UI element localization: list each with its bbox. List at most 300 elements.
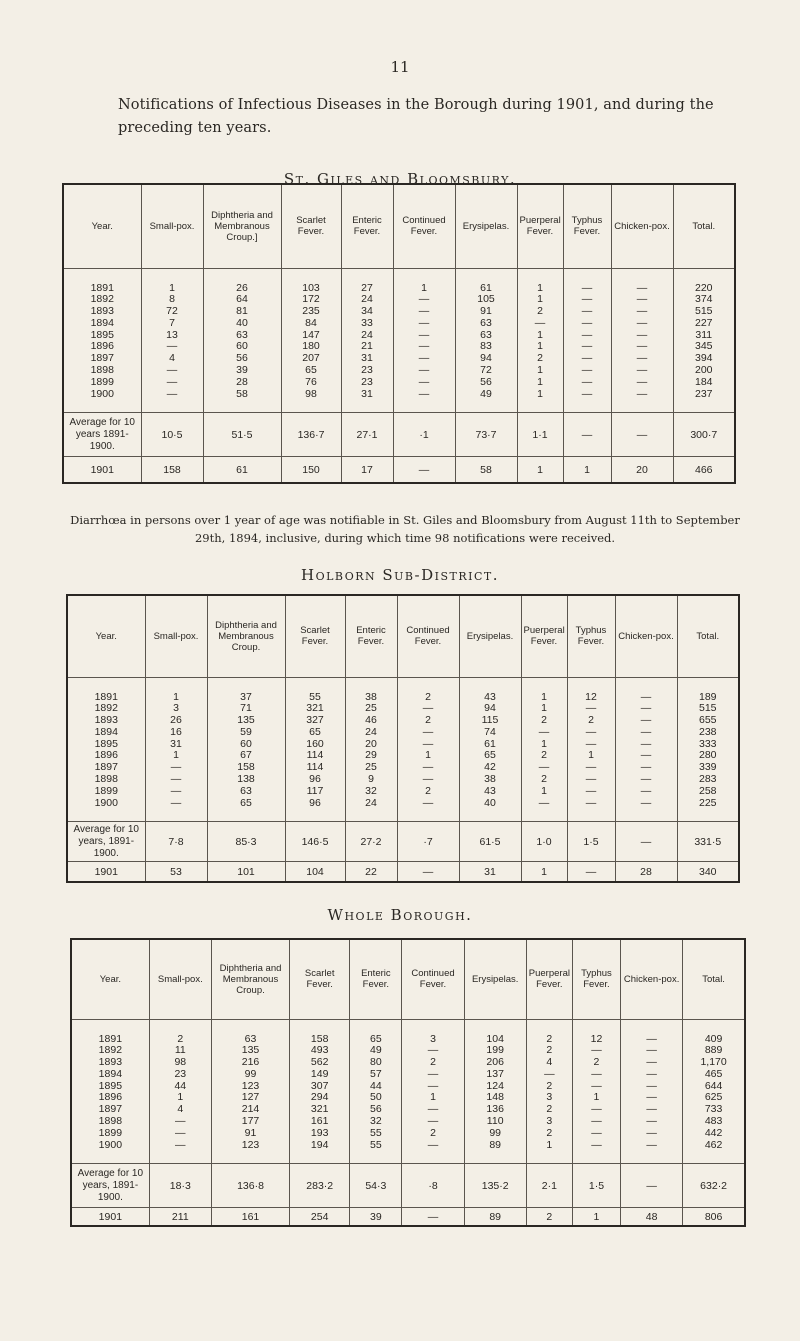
gap-row	[67, 809, 739, 822]
cell-diphtheria: 60	[203, 341, 281, 353]
average-small-pox: 10·5	[141, 413, 203, 457]
cell-typhus-fever: —	[567, 798, 615, 810]
cell-scarlet-fever: 294	[290, 1092, 350, 1104]
average-typhus-fever: 1·5	[567, 822, 615, 862]
average-erysipelas: 135·2	[464, 1164, 526, 1208]
cell-erysipelas: 99	[464, 1128, 526, 1140]
cell-enteric-fever: 24	[345, 727, 397, 739]
cell-scarlet-fever: 114	[285, 762, 345, 774]
cell-diphtheria: 214	[211, 1104, 289, 1116]
cell-diphtheria: 138	[207, 774, 285, 786]
cell-chicken-pox: —	[621, 1128, 683, 1140]
cell-diphtheria: 63	[207, 786, 285, 798]
average-scarlet-fever: 283·2	[290, 1164, 350, 1208]
cell-diphtheria: 71	[207, 703, 285, 715]
current-erysipelas: 89	[464, 1208, 526, 1226]
cell-continued-fever: —	[393, 389, 455, 401]
current-diphtheria: 101	[207, 862, 285, 882]
cell-year: 1892	[67, 703, 145, 715]
column-header-diphtheria: Diphtheria and Membranous Croup.	[207, 595, 285, 677]
cell-enteric-fever: 24	[341, 294, 393, 306]
current-continued-fever: —	[397, 862, 459, 882]
cell-scarlet-fever: 180	[281, 341, 341, 353]
cell-enteric-fever: 80	[350, 1057, 402, 1069]
current-puerperal-fever: 1	[517, 457, 563, 483]
cell-typhus-fever: —	[567, 703, 615, 715]
cell-diphtheria: 60	[207, 739, 285, 751]
cell-year: 1893	[71, 1057, 149, 1069]
cell-typhus-fever: —	[563, 330, 611, 342]
table-row	[63, 377, 735, 389]
cell-total: 189	[677, 692, 739, 704]
cell-diphtheria: 59	[207, 727, 285, 739]
cell-scarlet-fever: 55	[285, 692, 345, 704]
table-row	[71, 1140, 745, 1152]
cell-enteric-fever: 56	[350, 1104, 402, 1116]
table-row	[63, 389, 735, 401]
cell-puerperal-fever: 2	[517, 353, 563, 365]
cell-scarlet-fever: 207	[281, 353, 341, 365]
average-puerperal-fever: 1·1	[517, 413, 563, 457]
cell-diphtheria: 63	[211, 1034, 289, 1046]
cell-year: 1898	[71, 1116, 149, 1128]
cell-enteric-fever: 27	[341, 283, 393, 295]
cell-diphtheria: 123	[211, 1140, 289, 1152]
cell-continued-fever: —	[397, 798, 459, 810]
table-row	[71, 1057, 745, 1069]
diarrhoea-note: Diarrhœa in persons over 1 year of age was notifiable in St. Giles and Bloomsbury from August 11th to September 29th, 1894, inclusive, during which time 98 notifications were received.	[70, 513, 740, 545]
cell-chicken-pox: —	[615, 692, 677, 704]
cell-typhus-fever: —	[572, 1140, 620, 1152]
column-header-total: Total.	[683, 939, 745, 1019]
table-row	[71, 1092, 745, 1104]
average-chicken-pox: —	[611, 413, 673, 457]
current-total: 466	[673, 457, 735, 483]
table-row	[67, 786, 739, 798]
cell-total: 345	[673, 341, 735, 353]
cell-erysipelas: 199	[464, 1045, 526, 1057]
cell-year: 1895	[67, 739, 145, 751]
cell-scarlet-fever: 158	[290, 1034, 350, 1046]
cell-puerperal-fever: 2	[526, 1081, 572, 1093]
average-continued-fever: ·8	[402, 1164, 464, 1208]
cell-typhus-fever: 1	[572, 1092, 620, 1104]
cell-chicken-pox: —	[621, 1034, 683, 1046]
gap-row	[63, 400, 735, 413]
cell-small-pox: 44	[149, 1081, 211, 1093]
current-year: 1901	[67, 862, 145, 882]
cell-erysipelas: 110	[464, 1116, 526, 1128]
cell-chicken-pox: —	[611, 306, 673, 318]
cell-diphtheria: 63	[203, 330, 281, 342]
cell-scarlet-fever: 235	[281, 306, 341, 318]
average-small-pox: 18·3	[149, 1164, 211, 1208]
cell-scarlet-fever: 65	[285, 727, 345, 739]
cell-enteric-fever: 44	[350, 1081, 402, 1093]
column-header-total: Total.	[673, 184, 735, 268]
average-total: 331·5	[677, 822, 739, 862]
cell-puerperal-fever: 3	[526, 1116, 572, 1128]
cell-puerperal-fever: 1	[517, 377, 563, 389]
column-header-erysipelas: Erysipelas.	[455, 184, 517, 268]
current-typhus-fever: —	[567, 862, 615, 882]
cell-typhus-fever: 12	[572, 1034, 620, 1046]
cell-year: 1895	[71, 1081, 149, 1093]
cell-puerperal-fever: 1	[517, 294, 563, 306]
cell-small-pox: —	[141, 389, 203, 401]
column-header-scarlet-fever: Scarlet Fever.	[285, 595, 345, 677]
cell-scarlet-fever: 194	[290, 1140, 350, 1152]
cell-chicken-pox: —	[611, 330, 673, 342]
cell-typhus-fever: 12	[567, 692, 615, 704]
cell-puerperal-fever: 4	[526, 1057, 572, 1069]
cell-puerperal-fever: 1	[521, 703, 567, 715]
average-continued-fever: ·7	[397, 822, 459, 862]
cell-typhus-fever: —	[563, 377, 611, 389]
cell-puerperal-fever: 1	[521, 739, 567, 751]
average-enteric-fever: 27·2	[345, 822, 397, 862]
header-row	[71, 939, 745, 1019]
cell-chicken-pox: —	[615, 739, 677, 751]
cell-diphtheria: 177	[211, 1116, 289, 1128]
cell-continued-fever: —	[393, 306, 455, 318]
cell-enteric-fever: 31	[341, 389, 393, 401]
cell-erysipelas: 74	[459, 727, 521, 739]
table-row	[67, 739, 739, 751]
average-label: Average for 10 years, 1891-1900.	[71, 1164, 149, 1208]
current-typhus-fever: 1	[563, 457, 611, 483]
cell-enteric-fever: 33	[341, 318, 393, 330]
current-small-pox: 53	[145, 862, 207, 882]
cell-continued-fever: 1	[402, 1092, 464, 1104]
average-label: Average for 10 years 1891-1900.	[63, 413, 141, 457]
cell-enteric-fever: 9	[345, 774, 397, 786]
cell-small-pox: —	[145, 774, 207, 786]
cell-typhus-fever: —	[572, 1128, 620, 1140]
cell-continued-fever: —	[402, 1116, 464, 1128]
cell-year: 1898	[63, 365, 141, 377]
table-row	[67, 774, 739, 786]
cell-chicken-pox: —	[611, 353, 673, 365]
header-row	[63, 184, 735, 268]
current-year: 1901	[71, 1208, 149, 1226]
cell-typhus-fever: —	[572, 1069, 620, 1081]
table-row	[63, 341, 735, 353]
cell-small-pox: 2	[149, 1034, 211, 1046]
cell-typhus-fever: 2	[567, 715, 615, 727]
cell-erysipelas: 105	[455, 294, 517, 306]
column-header-enteric-fever: Enteric Fever.	[350, 939, 402, 1019]
average-enteric-fever: 54·3	[350, 1164, 402, 1208]
cell-diphtheria: 26	[203, 283, 281, 295]
cell-enteric-fever: 29	[345, 750, 397, 762]
cell-puerperal-fever: 1	[517, 365, 563, 377]
cell-chicken-pox: —	[621, 1045, 683, 1057]
cell-chicken-pox: —	[621, 1092, 683, 1104]
average-puerperal-fever: 1·0	[521, 822, 567, 862]
table-row	[71, 1104, 745, 1116]
cell-diphtheria: 56	[203, 353, 281, 365]
cell-enteric-fever: 38	[345, 692, 397, 704]
cell-enteric-fever: 34	[341, 306, 393, 318]
cell-typhus-fever: —	[567, 739, 615, 751]
cell-small-pox: —	[141, 341, 203, 353]
cell-erysipelas: 49	[455, 389, 517, 401]
cell-year: 1891	[67, 692, 145, 704]
cell-year: 1896	[67, 750, 145, 762]
column-header-puerperal-fever: Puerperal Fever.	[526, 939, 572, 1019]
cell-small-pox: —	[145, 762, 207, 774]
cell-continued-fever: —	[397, 703, 459, 715]
cell-scarlet-fever: 562	[290, 1057, 350, 1069]
column-header-chicken-pox: Chicken-pox.	[615, 595, 677, 677]
table-row	[63, 330, 735, 342]
cell-total: 394	[673, 353, 735, 365]
cell-total: 442	[683, 1128, 745, 1140]
column-header-small-pox: Small-pox.	[141, 184, 203, 268]
cell-puerperal-fever: 2	[526, 1045, 572, 1057]
average-row	[63, 413, 735, 457]
cell-diphtheria: 216	[211, 1057, 289, 1069]
table-row	[67, 715, 739, 727]
current-total: 806	[683, 1208, 745, 1226]
cell-chicken-pox: —	[611, 294, 673, 306]
current-enteric-fever: 17	[341, 457, 393, 483]
cell-erysipelas: 115	[459, 715, 521, 727]
cell-chicken-pox: —	[615, 750, 677, 762]
cell-puerperal-fever: 1	[517, 389, 563, 401]
cell-puerperal-fever: 1	[521, 692, 567, 704]
current-diphtheria: 161	[211, 1208, 289, 1226]
cell-chicken-pox: —	[611, 365, 673, 377]
current-chicken-pox: 28	[615, 862, 677, 882]
cell-total: 227	[673, 318, 735, 330]
cell-year: 1898	[67, 774, 145, 786]
average-row	[71, 1164, 745, 1208]
cell-chicken-pox: —	[621, 1081, 683, 1093]
cell-scarlet-fever: 96	[285, 798, 345, 810]
average-erysipelas: 73·7	[455, 413, 517, 457]
cell-erysipelas: 94	[459, 703, 521, 715]
cell-chicken-pox: —	[611, 377, 673, 389]
cell-continued-fever: —	[402, 1069, 464, 1081]
current-scarlet-fever: 254	[290, 1208, 350, 1226]
cell-year: 1896	[63, 341, 141, 353]
cell-year: 1900	[63, 389, 141, 401]
cell-erysipelas: 124	[464, 1081, 526, 1093]
cell-puerperal-fever: —	[526, 1069, 572, 1081]
cell-continued-fever: 2	[402, 1057, 464, 1069]
cell-erysipelas: 91	[455, 306, 517, 318]
cell-total: 311	[673, 330, 735, 342]
cell-total: 655	[677, 715, 739, 727]
cell-continued-fever: —	[393, 330, 455, 342]
cell-total: 465	[683, 1069, 745, 1081]
cell-typhus-fever: —	[563, 318, 611, 330]
average-total: 632·2	[683, 1164, 745, 1208]
cell-total: 333	[677, 739, 739, 751]
cell-total: 515	[677, 703, 739, 715]
column-header-puerperal-fever: Puerperal Fever.	[521, 595, 567, 677]
cell-erysipelas: 94	[455, 353, 517, 365]
cell-scarlet-fever: 307	[290, 1081, 350, 1093]
cell-chicken-pox: —	[615, 727, 677, 739]
cell-chicken-pox: —	[621, 1057, 683, 1069]
column-header-year: Year.	[71, 939, 149, 1019]
current-chicken-pox: 20	[611, 457, 673, 483]
header-row	[67, 595, 739, 677]
cell-chicken-pox: —	[615, 774, 677, 786]
table-holborn	[66, 594, 740, 883]
cell-small-pox: 23	[149, 1069, 211, 1081]
cell-puerperal-fever: 2	[521, 715, 567, 727]
cell-total: 733	[683, 1104, 745, 1116]
cell-erysipelas: 89	[464, 1140, 526, 1152]
cell-enteric-fever: 46	[345, 715, 397, 727]
cell-typhus-fever: —	[563, 341, 611, 353]
cell-continued-fever: —	[393, 377, 455, 389]
cell-erysipelas: 42	[459, 762, 521, 774]
current-diphtheria: 61	[203, 457, 281, 483]
table-row	[71, 1116, 745, 1128]
cell-year: 1899	[63, 377, 141, 389]
cell-diphtheria: 67	[207, 750, 285, 762]
cell-puerperal-fever: —	[521, 727, 567, 739]
table-row	[63, 353, 735, 365]
cell-continued-fever: 2	[397, 692, 459, 704]
table-row	[71, 1128, 745, 1140]
cell-chicken-pox: —	[621, 1069, 683, 1081]
cell-erysipelas: 63	[455, 318, 517, 330]
cell-year: 1895	[63, 330, 141, 342]
cell-chicken-pox: —	[621, 1140, 683, 1152]
cell-total: 374	[673, 294, 735, 306]
column-header-small-pox: Small-pox.	[145, 595, 207, 677]
cell-scarlet-fever: 96	[285, 774, 345, 786]
column-header-erysipelas: Erysipelas.	[464, 939, 526, 1019]
table-whole-borough	[70, 938, 746, 1227]
cell-erysipelas: 206	[464, 1057, 526, 1069]
cell-erysipelas: 83	[455, 341, 517, 353]
cell-continued-fever: —	[397, 739, 459, 751]
cell-total: 238	[677, 727, 739, 739]
cell-diphtheria: 158	[207, 762, 285, 774]
cell-chicken-pox: —	[615, 703, 677, 715]
cell-chicken-pox: —	[611, 318, 673, 330]
table-st-giles	[62, 183, 736, 484]
cell-enteric-fever: 21	[341, 341, 393, 353]
cell-small-pox: 4	[141, 353, 203, 365]
cell-small-pox: —	[141, 365, 203, 377]
cell-small-pox: 72	[141, 306, 203, 318]
cell-scarlet-fever: 84	[281, 318, 341, 330]
intro-text: Notifications of Infectious Diseases in the Borough during 1901, and during the preceding ten years.	[118, 97, 714, 136]
column-header-enteric-fever: Enteric Fever.	[341, 184, 393, 268]
table-row	[71, 1045, 745, 1057]
cell-diphtheria: 39	[203, 365, 281, 377]
average-typhus-fever: 1·5	[572, 1164, 620, 1208]
column-header-typhus-fever: Typhus Fever.	[572, 939, 620, 1019]
cell-enteric-fever: 31	[341, 353, 393, 365]
cell-typhus-fever: —	[572, 1081, 620, 1093]
cell-scarlet-fever: 493	[290, 1045, 350, 1057]
cell-erysipelas: 38	[459, 774, 521, 786]
cell-scarlet-fever: 149	[290, 1069, 350, 1081]
cell-enteric-fever: 50	[350, 1092, 402, 1104]
cell-erysipelas: 72	[455, 365, 517, 377]
cell-enteric-fever: 55	[350, 1128, 402, 1140]
cell-erysipelas: 40	[459, 798, 521, 810]
cell-puerperal-fever: 1	[517, 283, 563, 295]
cell-total: 220	[673, 283, 735, 295]
cell-small-pox: 98	[149, 1057, 211, 1069]
cell-diphtheria: 135	[211, 1045, 289, 1057]
cell-puerperal-fever: —	[521, 798, 567, 810]
cell-small-pox: 11	[149, 1045, 211, 1057]
current-puerperal-fever: 1	[521, 862, 567, 882]
cell-small-pox: —	[145, 786, 207, 798]
cell-year: 1897	[63, 353, 141, 365]
cell-scarlet-fever: 327	[285, 715, 345, 727]
cell-scarlet-fever: 76	[281, 377, 341, 389]
average-diphtheria: 85·3	[207, 822, 285, 862]
cell-puerperal-fever: 3	[526, 1092, 572, 1104]
column-header-erysipelas: Erysipelas.	[459, 595, 521, 677]
current-year-row	[67, 862, 739, 882]
cell-year: 1900	[67, 798, 145, 810]
cell-continued-fever: —	[402, 1081, 464, 1093]
cell-enteric-fever: 20	[345, 739, 397, 751]
cell-puerperal-fever: 1	[517, 330, 563, 342]
current-chicken-pox: 48	[621, 1208, 683, 1226]
cell-year: 1897	[67, 762, 145, 774]
cell-small-pox: 13	[141, 330, 203, 342]
cell-year: 1892	[63, 294, 141, 306]
cell-continued-fever: —	[397, 762, 459, 774]
cell-continued-fever: 2	[397, 786, 459, 798]
cell-small-pox: —	[141, 377, 203, 389]
column-header-scarlet-fever: Scarlet Fever.	[281, 184, 341, 268]
current-erysipelas: 31	[459, 862, 521, 882]
cell-small-pox: 31	[145, 739, 207, 751]
cell-chicken-pox: —	[615, 762, 677, 774]
table-row	[63, 294, 735, 306]
cell-total: 515	[673, 306, 735, 318]
column-header-year: Year.	[67, 595, 145, 677]
cell-year: 1894	[71, 1069, 149, 1081]
table-row	[63, 318, 735, 330]
current-erysipelas: 58	[455, 457, 517, 483]
cell-typhus-fever: —	[572, 1104, 620, 1116]
cell-total: 200	[673, 365, 735, 377]
column-header-small-pox: Small-pox.	[149, 939, 211, 1019]
cell-year: 1893	[63, 306, 141, 318]
cell-small-pox: —	[149, 1128, 211, 1140]
cell-diphtheria: 81	[203, 306, 281, 318]
cell-small-pox: 1	[145, 750, 207, 762]
cell-total: 184	[673, 377, 735, 389]
table-row	[71, 1081, 745, 1093]
cell-total: 283	[677, 774, 739, 786]
gap-row	[71, 1151, 745, 1164]
table-row	[67, 703, 739, 715]
cell-total: 339	[677, 762, 739, 774]
cell-typhus-fever: —	[563, 294, 611, 306]
cell-small-pox: 1	[141, 283, 203, 295]
cell-diphtheria: 123	[211, 1081, 289, 1093]
cell-puerperal-fever: 1	[521, 786, 567, 798]
cell-continued-fever: —	[397, 774, 459, 786]
